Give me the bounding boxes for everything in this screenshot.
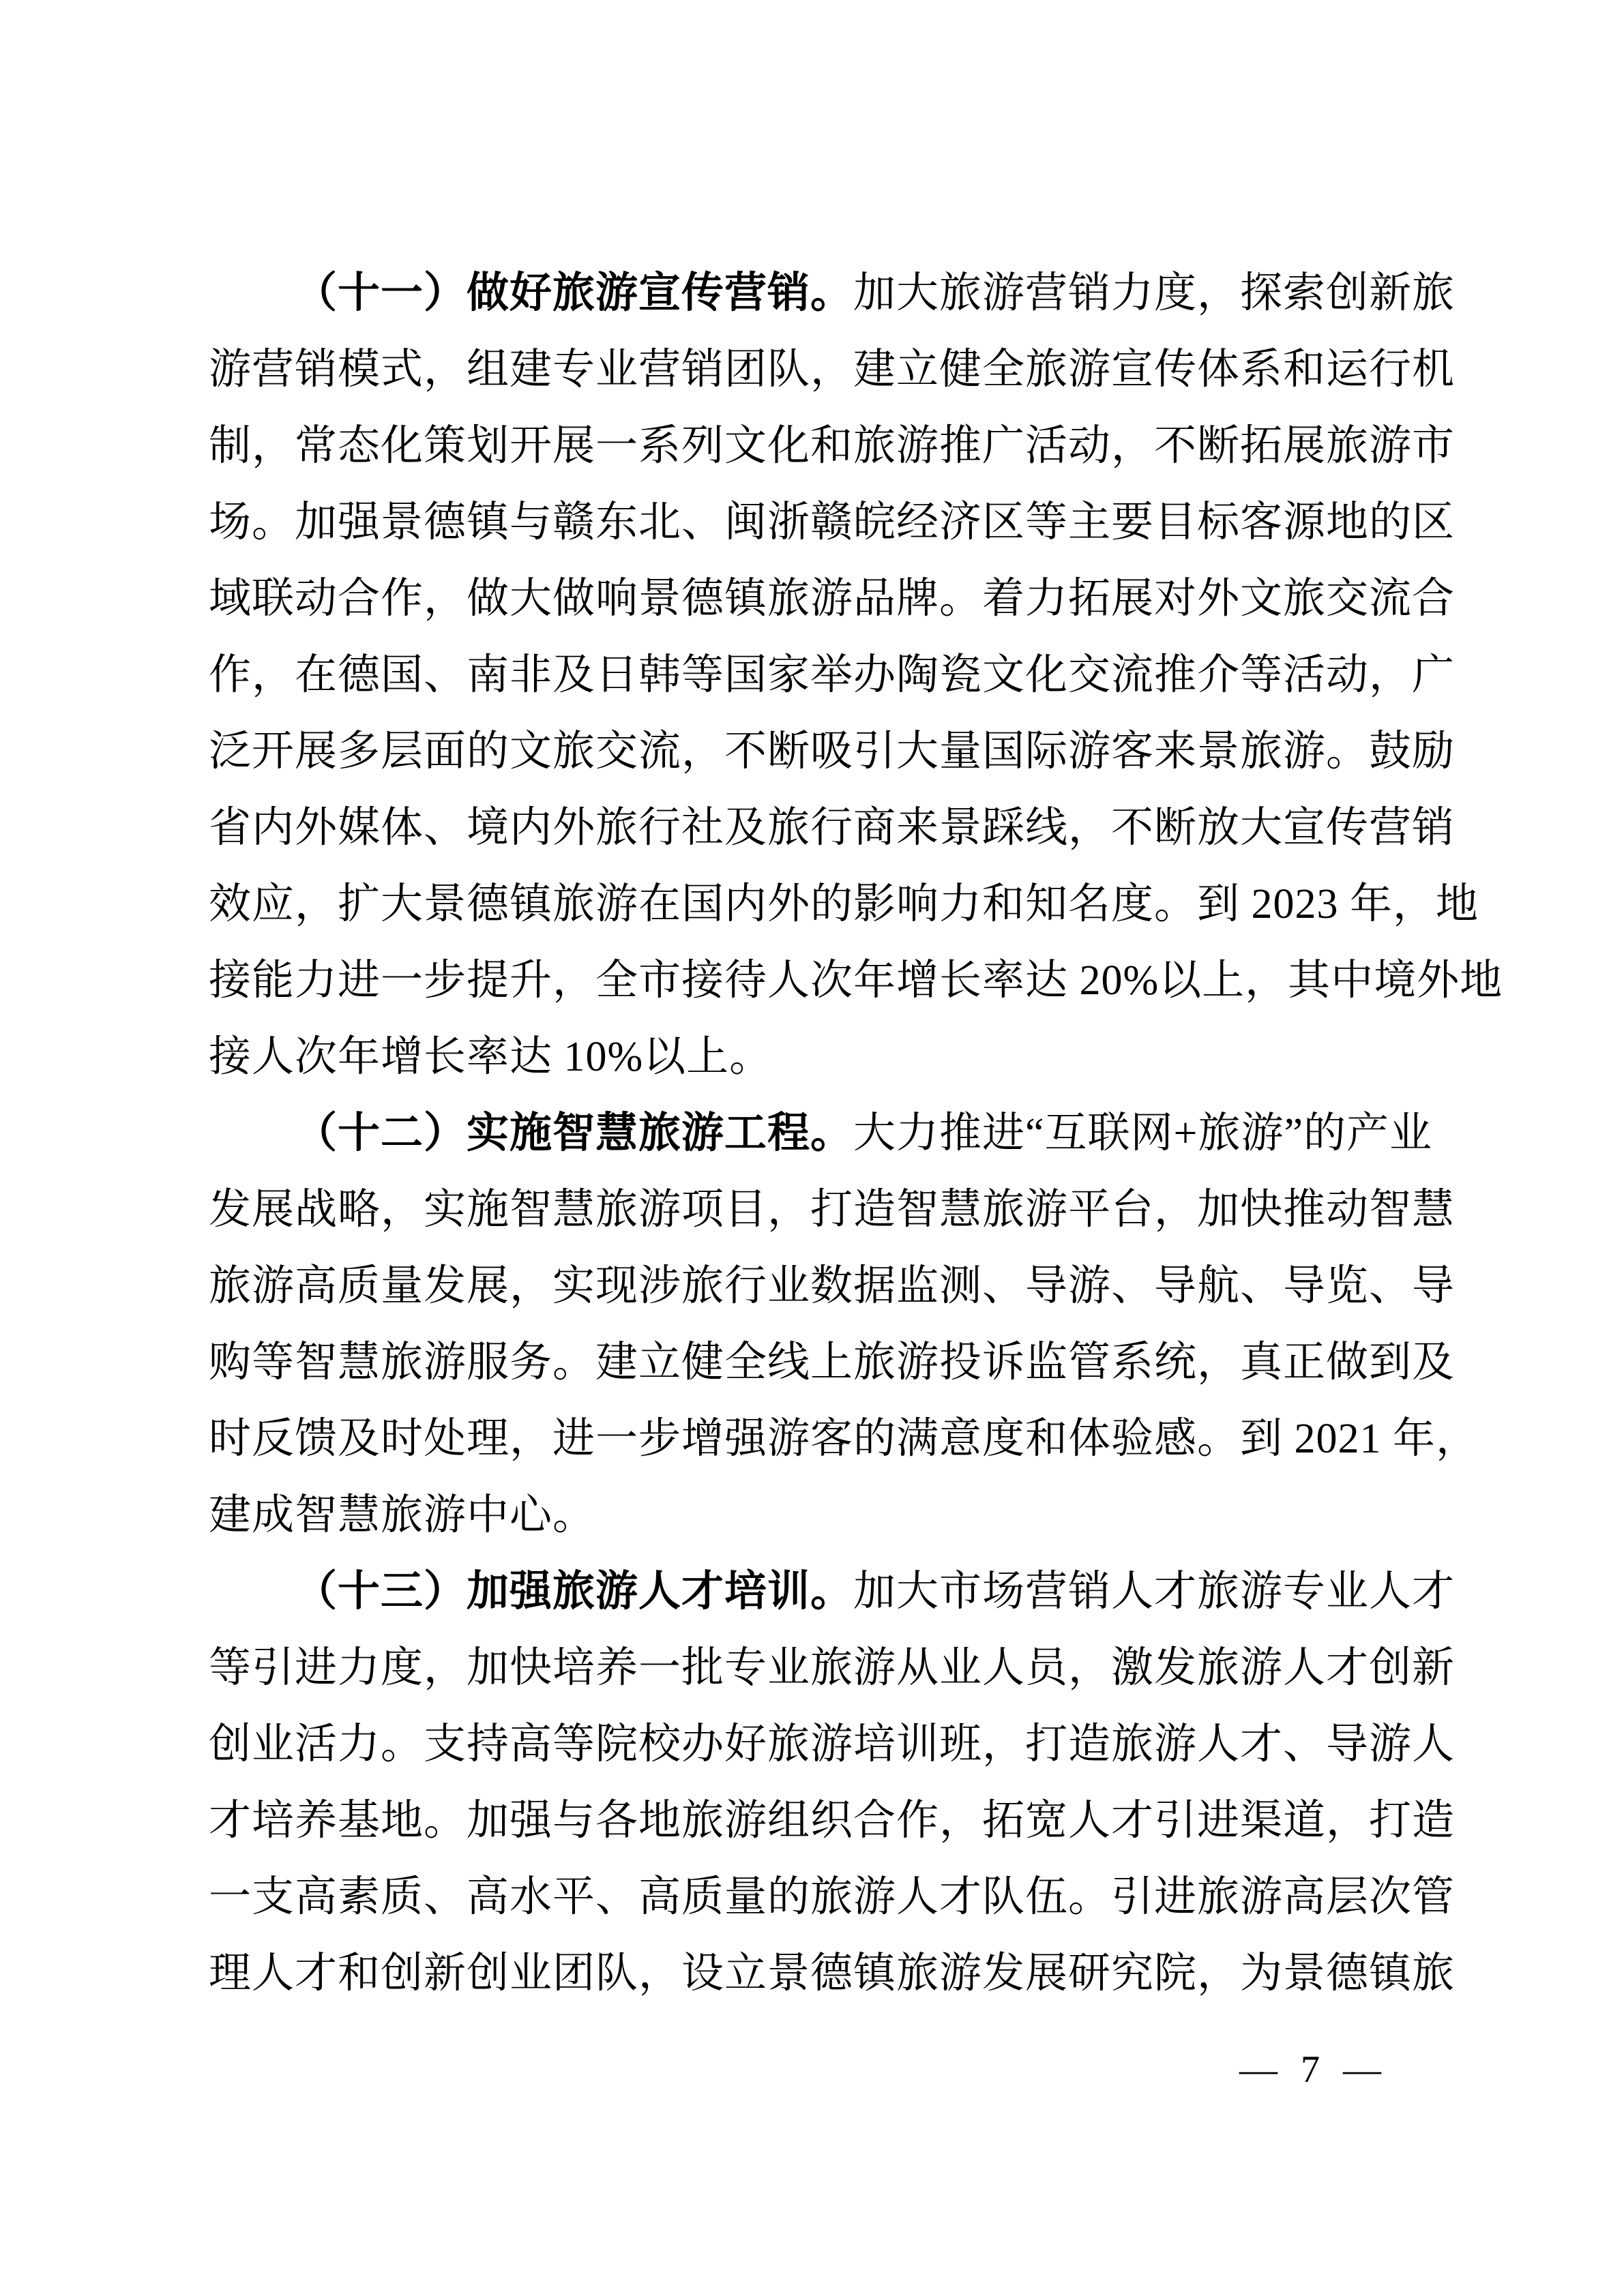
text-line: 才培养基地。加强与各地旅游组织合作，拓宽人才引进渠道，打造 (209, 1798, 1456, 1844)
text-line: 泛开展多层面的文旅交流，不断吸引大量国际游客来景旅游。鼓励 (209, 728, 1456, 775)
text-line: 游营销模式，组建专业营销团队，建立健全旅游宣传体系和运行机 (209, 346, 1456, 393)
text-line: 建成智慧旅游中心。 (209, 1492, 596, 1538)
text-line: 等引进力度，加快培养一批专业旅游从业人员，激发旅游人才创新 (209, 1645, 1456, 1691)
text-line: 一支高素质、高水平、高质量的旅游人才队伍。引进旅游高层次管 (209, 1874, 1456, 1920)
text-line: 时反馈及时处理，进一步增强游客的满意度和体验感。到 2021 年， (209, 1416, 1479, 1462)
text-line: 域联动合作，做大做响景德镇旅游品牌。着力拓展对外文旅交流合 (209, 576, 1456, 622)
page-number: — 7 — (1239, 2048, 1388, 2091)
paragraph-section-13 (209, 1553, 1456, 2012)
text-line: 接能力进一步提升，全市接待人次年增长率达 20%以上，其中境外地 (209, 957, 1503, 1004)
line-text: 加大市场营销人才旅游专业人才 (853, 1568, 1456, 1615)
section-label: （十二） (295, 1110, 467, 1157)
paragraph-section-12 (209, 1095, 1479, 1553)
section-heading: 加强旅游人才培训。 (467, 1568, 854, 1615)
text-line (209, 1553, 1456, 1630)
text-line: 制，常态化策划开展一系列文化和旅游推广活动，不断拓展旅游市 (209, 423, 1456, 469)
line-text: 大力推进“互联网+旅游”的产业 (853, 1110, 1433, 1157)
section-label: （十一） (295, 270, 467, 316)
text-line (209, 255, 1456, 331)
line-text: 加大旅游营销力度，探索创新旅 (853, 270, 1456, 316)
section-label: （十三） (295, 1568, 467, 1615)
section-heading: 实施智慧旅游工程。 (467, 1110, 854, 1157)
document-body (209, 255, 1503, 2012)
text-line: 作，在德国、南非及日韩等国家举办陶瓷文化交流推介等活动，广 (209, 652, 1456, 698)
section-heading: 做好旅游宣传营销。 (467, 270, 854, 316)
text-line: 旅游高质量发展，实现涉旅行业数据监测、导游、导航、导览、导 (209, 1263, 1456, 1309)
text-line: 接人次年增长率达 10%以上。 (209, 1034, 773, 1080)
text-line: 购等智慧旅游服务。建立健全线上旅游投诉监管系统，真正做到及 (209, 1339, 1456, 1386)
text-line: 理人才和创新创业团队，设立景德镇旅游发展研究院，为景德镇旅 (209, 1950, 1456, 1997)
text-line: 省内外媒体、境内外旅行社及旅行商来景踩线，不断放大宣传营销 (209, 805, 1456, 851)
text-line: 场。加强景德镇与赣东北、闽浙赣皖经济区等主要目标客源地的区 (209, 499, 1456, 546)
text-line: 发展战略，实施智慧旅游项目，打造智慧旅游平台，加快推动智慧 (209, 1187, 1456, 1233)
text-line: 创业活力。支持高等院校办好旅游培训班，打造旅游人才、导游人 (209, 1721, 1456, 1768)
paragraph-section-11 (209, 255, 1503, 1095)
text-line: 效应，扩大景德镇旅游在国内外的影响力和知名度。到 2023 年，地 (209, 881, 1479, 927)
text-line (209, 1095, 1433, 1172)
